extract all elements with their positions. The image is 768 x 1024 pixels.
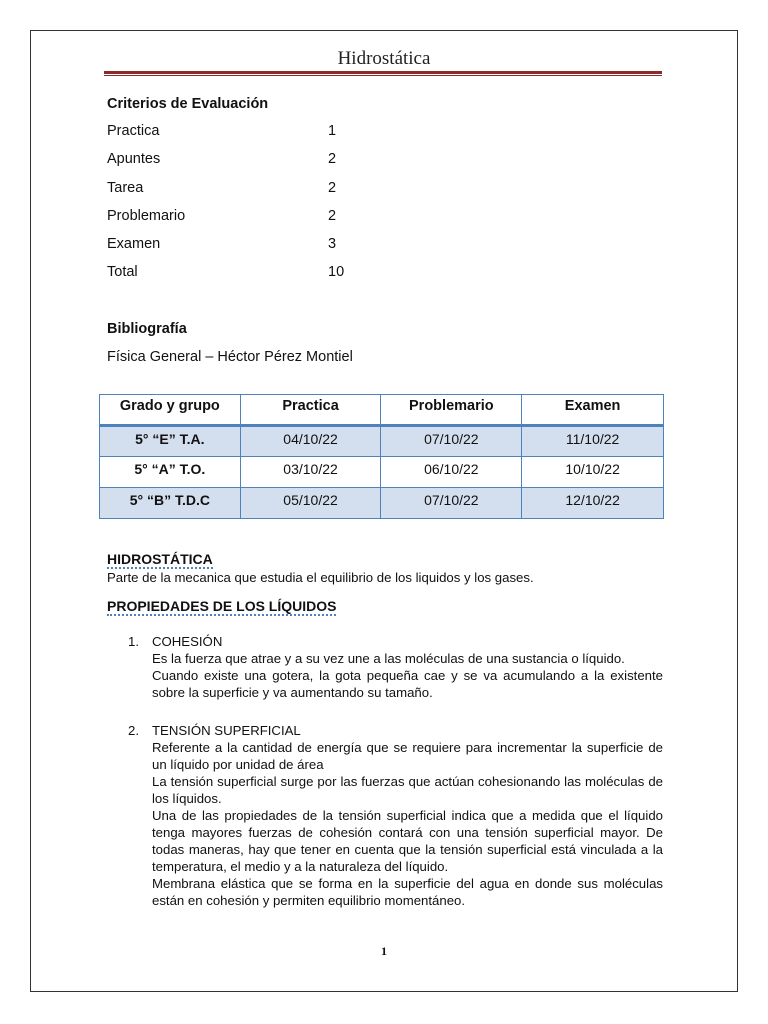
criteria-label: Tarea	[107, 180, 144, 196]
criteria-row	[107, 180, 407, 200]
header-rule	[104, 71, 662, 77]
bibliography-heading: Bibliografía	[107, 321, 187, 337]
column-header: Problemario	[381, 395, 522, 426]
criteria-value: 2	[328, 180, 337, 196]
hydro-definition: Parte de la mecanica que estudia el equilibrio de los liquidos y los gases.	[107, 570, 534, 585]
criteria-row	[107, 264, 407, 284]
criteria-label: Practica	[107, 123, 160, 139]
list-paragraph: Una de las propiedades de la tensión superficial indica que a medida que el líquido tenga mayores fuerzas de cohesión contará con una tensión superficial mayor. De todas maneras, hay que tener en cuenta que la tensión superficial está vinculada a la temperatura, el medio y a la naturaleza del líquido.	[152, 808, 663, 874]
date-cell: 06/10/22	[381, 457, 522, 488]
page-title: Hidrostática	[337, 48, 431, 69]
criteria-row	[107, 151, 407, 171]
criteria-label: Problemario	[107, 208, 186, 224]
list-paragraph: Membrana elástica que se forma en la superficie del agua en donde sus moléculas están en cohesión y permiten equilibrio momentáneo.	[152, 876, 663, 908]
list-item-title: COHESIÓN	[152, 634, 223, 649]
column-header: Grado y grupo	[100, 395, 241, 426]
date-cell: 05/10/22	[240, 488, 381, 519]
criteria-label: Total	[107, 264, 138, 280]
date-cell: 04/10/22	[240, 426, 381, 457]
criteria-label: Examen	[107, 236, 161, 252]
schedule-table	[99, 394, 664, 519]
hydro-heading	[107, 551, 213, 569]
list-paragraph: La tensión superficial surge por las fuerzas que actúan cohesionando las moléculas de los líquidos.	[152, 774, 663, 806]
column-header: Examen	[522, 395, 664, 426]
column-header: Practica	[240, 395, 381, 426]
criteria-value: 3	[328, 236, 337, 252]
date-cell: 07/10/22	[381, 426, 522, 457]
date-cell: 11/10/22	[522, 426, 664, 457]
date-cell: 03/10/22	[240, 457, 381, 488]
properties-heading	[107, 598, 336, 616]
page-number: 1	[381, 944, 387, 958]
table-header-row	[100, 395, 664, 426]
list-number: 1.	[128, 634, 139, 649]
date-cell: 12/10/22	[522, 488, 664, 519]
date-cell: 07/10/22	[381, 488, 522, 519]
bibliography-entry: Física General – Héctor Pérez Montiel	[107, 349, 353, 365]
criteria-label: Apuntes	[107, 151, 161, 167]
group-cell: 5° “A” T.O.	[100, 457, 241, 488]
table-row	[100, 426, 664, 457]
list-paragraph: Es la fuerza que atrae y a su vez une a las moléculas de una sustancia o líquido.	[152, 651, 625, 666]
criteria-value: 1	[328, 123, 337, 139]
date-cell: 10/10/22	[522, 457, 664, 488]
list-item-title: TENSIÓN SUPERFICIAL	[152, 723, 301, 738]
criteria-value: 2	[328, 208, 337, 224]
criteria-heading: Criterios de Evaluación	[107, 96, 269, 112]
criteria-value: 10	[328, 264, 345, 280]
criteria-row	[107, 236, 407, 256]
criteria-value: 2	[328, 151, 337, 167]
group-cell: 5° “E” T.A.	[100, 426, 241, 457]
list-number: 2.	[128, 723, 139, 738]
table-row	[100, 488, 664, 519]
list-paragraph: Cuando existe una gotera, la gota pequeña cae y se va acumulando a la existente sobre la superficie y va aumentando su tamaño.	[152, 668, 663, 700]
properties-heading-text: PROPIEDADES DE LOS LÍQUIDOS	[107, 598, 337, 614]
table-row	[100, 457, 664, 488]
group-cell: 5° “B” T.D.C	[100, 488, 241, 519]
criteria-row	[107, 208, 407, 228]
criteria-row	[107, 123, 407, 143]
hydro-heading-text: HIDROSTÁTICA	[107, 551, 213, 567]
list-paragraph: Referente a la cantidad de energía que se requiere para incrementar la superficie de un líquido por unidad de área	[152, 740, 663, 772]
